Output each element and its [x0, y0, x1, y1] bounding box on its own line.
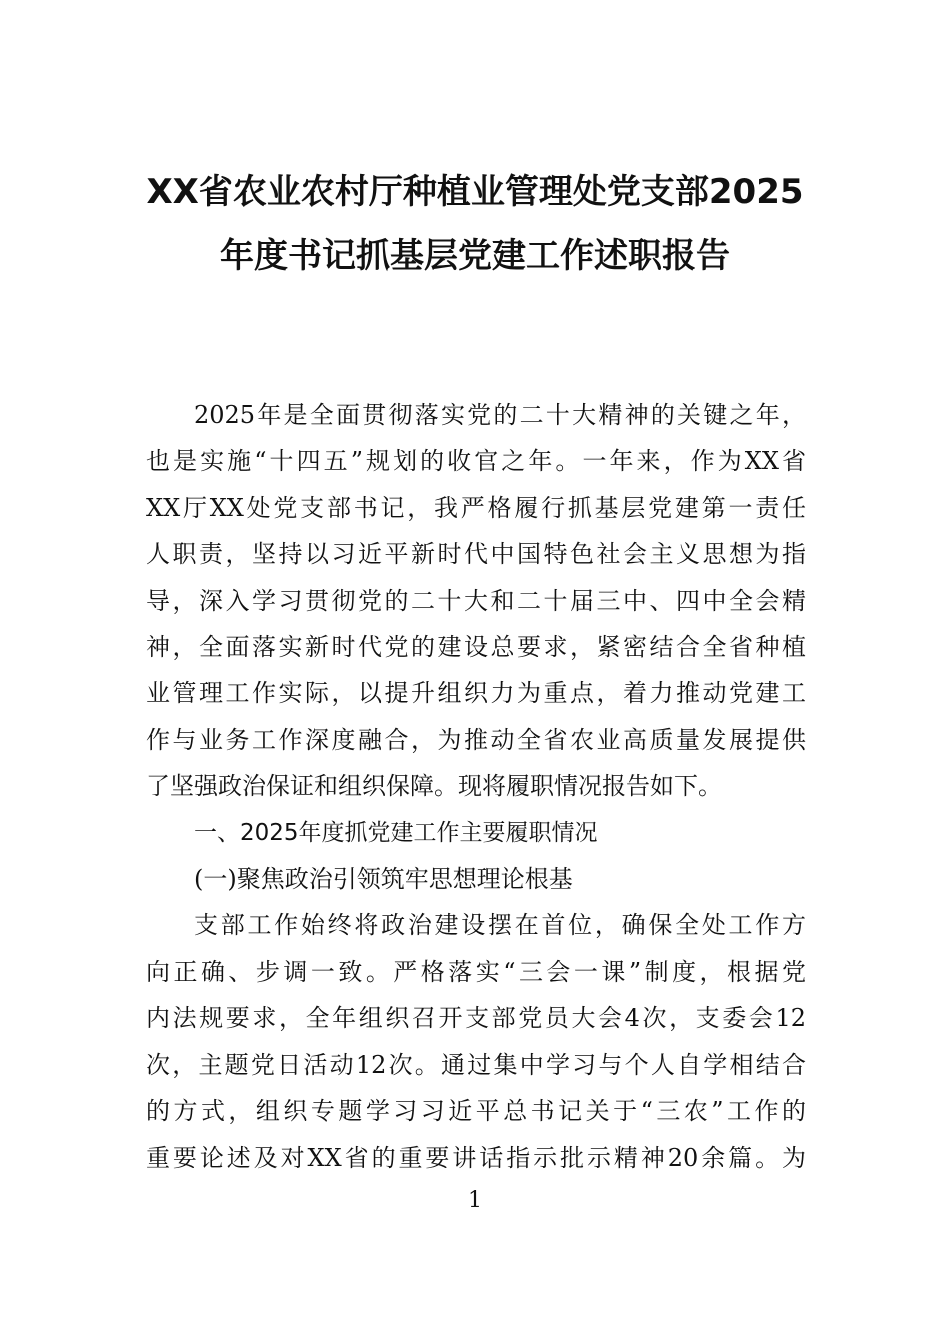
intro-line: 作与业务工作深度融合，为推动全省农业高质量发展提供 [146, 725, 806, 754]
title-line-2: 年度书记抓基层党建工作述职报告 [220, 236, 730, 276]
intro-line: 导，深入学习贯彻党的二十大和二十届三中、四中全会精 [146, 586, 806, 615]
section-heading-level-2: (一)聚焦政治引领筑牢思想理论根基 [194, 865, 573, 894]
section1-line: 向正确、步调一致。严格落实“三会一课”制度，根据党 [146, 957, 806, 986]
title-line-1: XX省农业农村厅种植业管理处党支部2025 [146, 172, 804, 212]
section1-paragraph [146, 902, 806, 1180]
intro-line: 了坚强政治保证和组织保障。现将履职情况报告如下。 [146, 772, 722, 801]
intro-line: 人职责，坚持以习近平新时代中国特色社会主义思想为指 [146, 540, 806, 569]
intro-line: 2025年是全面贯彻落实党的二十大精神的关键之年， [194, 401, 806, 429]
section1-line: 的方式，组织专题学习习近平总书记关于“三农”工作的 [146, 1097, 806, 1126]
document-title [120, 160, 830, 288]
intro-line: 业管理工作实际，以提升组织力为重点，着力推动党建工 [146, 679, 806, 708]
document-body [146, 392, 806, 1181]
intro-line: 神，全面落实新时代党的建设总要求，紧密结合全省种植 [146, 633, 806, 662]
intro-paragraph [146, 392, 806, 810]
section1-line: 支部工作始终将政治建设摆在首位，确保全处工作方 [194, 911, 806, 940]
page-number: 1 [468, 1188, 482, 1213]
intro-line: 也是实施“十四五”规划的收官之年。一年来，作为XX省 [146, 447, 806, 476]
intro-line: XX厅XX处党支部书记，我严格履行抓基层党建第一责任 [146, 493, 806, 522]
section1-line: 内法规要求，全年组织召开支部党员大会4次，支委会12 [146, 1004, 806, 1033]
section1-line: 重要论述及对XX省的重要讲话指示批示精神20余篇。为 [146, 1143, 806, 1172]
section1-line: 次，主题党日活动12次。通过集中学习与个人自学相结合 [146, 1050, 806, 1079]
section-heading-level-1: 一、2025年度抓党建工作主要履职情况 [194, 819, 598, 846]
